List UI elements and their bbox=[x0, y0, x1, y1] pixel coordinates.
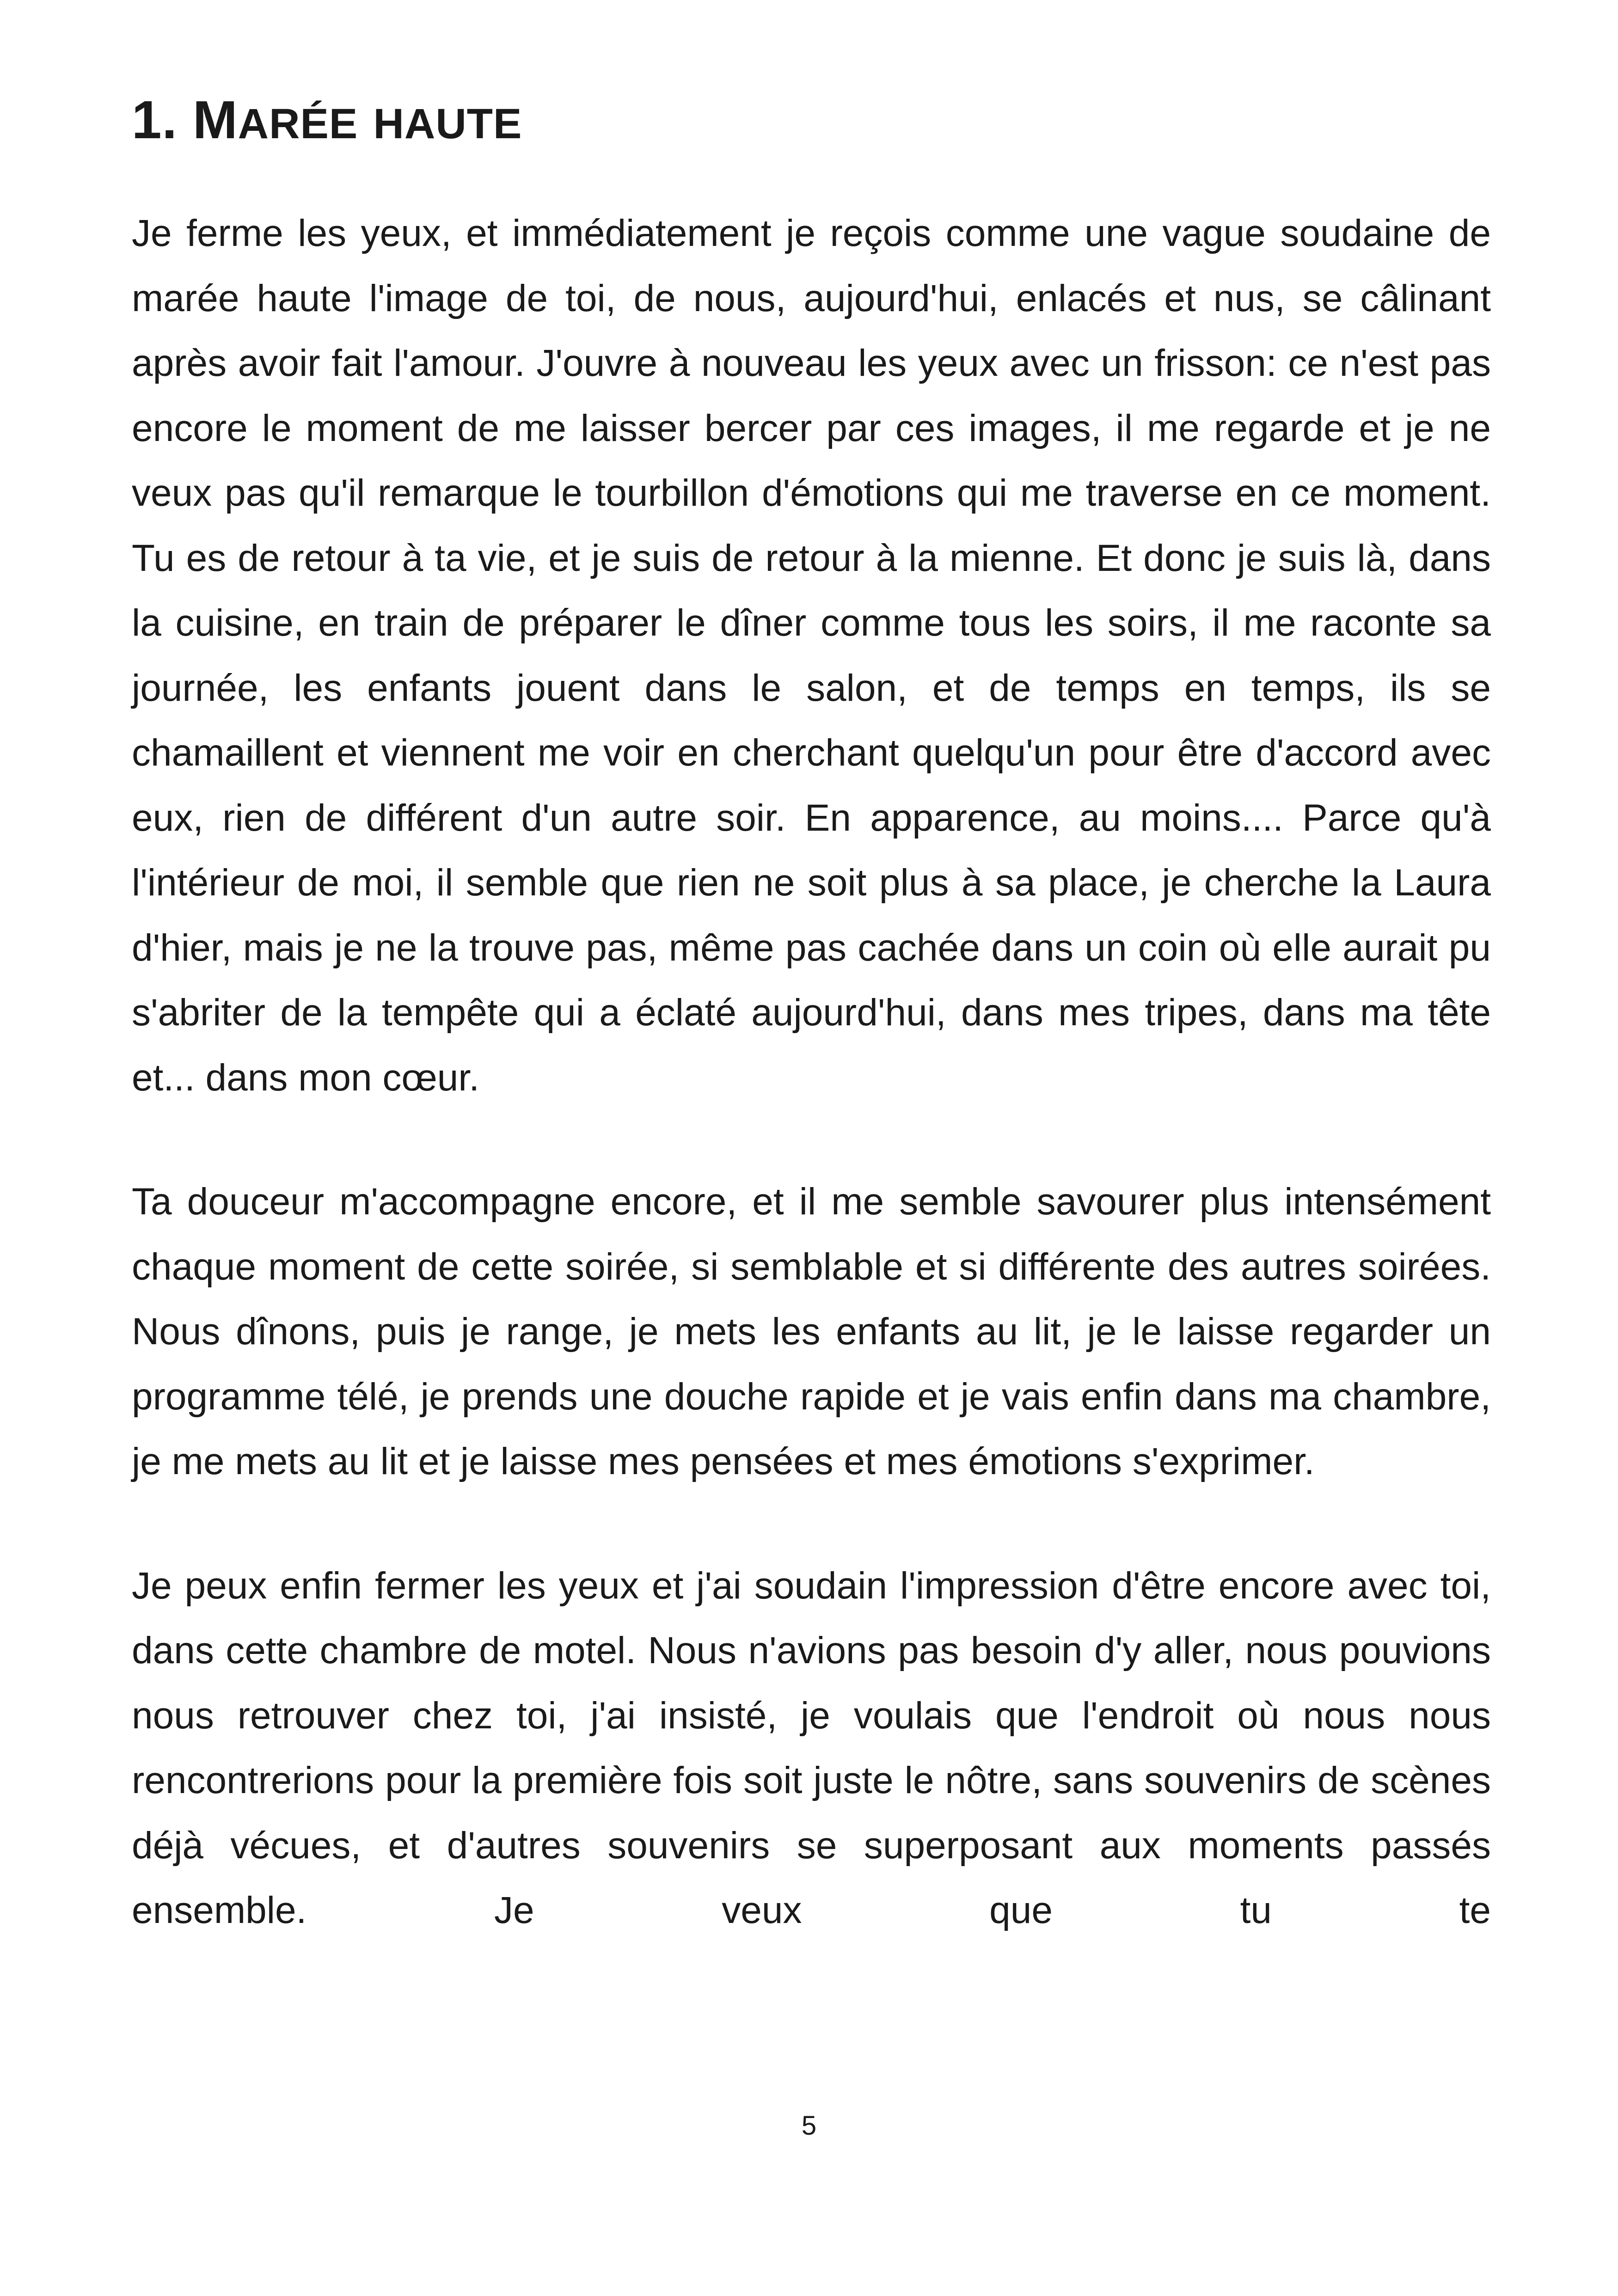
paragraph: Je peux enfin fermer les yeux et j'ai soudain l'impression d'être encore avec toi, dans cette chambre de motel. Nous n'avions pas besoin d'y aller, nous pouvions nous retrouver chez toi, j'ai insisté, je voulais que l'endroit où nous nous rencontrerions pour la première fois soit juste le nôtre, sans souvenirs de scènes déjà vécues, et d'autres souvenirs se superposant aux moments passés ensemble. Je veux que tu te bbox=[132, 1564, 1491, 1931]
chapter-body bbox=[132, 201, 1491, 2002]
chapter-title-word-rest: ARÉE bbox=[238, 100, 358, 147]
chapter-title bbox=[132, 88, 522, 152]
page-number: 5 bbox=[801, 2111, 817, 2141]
chapter-number: 1. bbox=[132, 90, 178, 150]
chapter-title-second-word: HAUTE bbox=[373, 100, 522, 147]
paragraph: Je ferme les yeux, et immédiatement je reçois comme une vague soudaine de marée haute l'image de toi, de nous, aujourd'hui, enlacés et nus, se câlinant après avoir fait l'amour. J'ouvre à nouveau les yeux avec un frisson: ce n'est pas encore le moment de me laisser bercer par ces images, il me regarde et je ne veux pas qu'il remarque le tourbillon d'émotions qui me traverse en ce moment. Tu es de retour à ta vie, et je suis de retour à la mienne. Et donc je suis là, dans la cuisine, en train de préparer le dîner comme tous les soirs, il me raconte sa journée, les enfants jouent dans le salon, et de temps en temps, ils se chamaillent et viennent me voir en cherchant quelqu'un pour être d'accord avec eux, rien de différent d'un autre soir. En apparence, au moins.... Parce qu'à l'intérieur de moi, il semble que rien ne soit plus à sa place, je cherche la Laura d'hier, mais je ne la trouve pas, même pas cachée dans un coin où elle aurait pu s'abriter de la tempête qui a éclaté aujourd'hui, dans mes tripes, dans ma tête et... dans mon cœur. bbox=[132, 212, 1491, 1099]
paragraph: Ta douceur m'accompagne encore, et il me semble savourer plus intensément chaque moment de cette soirée, si semblable et si différente des autres soirées. Nous dînons, puis je range, je mets les enfants au lit, je le laisse regarder un programme télé, je prends une douche rapide et je vais enfin dans ma chambre, je me mets au lit et je laisse mes pensées et mes émotions s'exprimer. bbox=[132, 1181, 1491, 1482]
chapter-title-initial: M bbox=[192, 90, 238, 150]
